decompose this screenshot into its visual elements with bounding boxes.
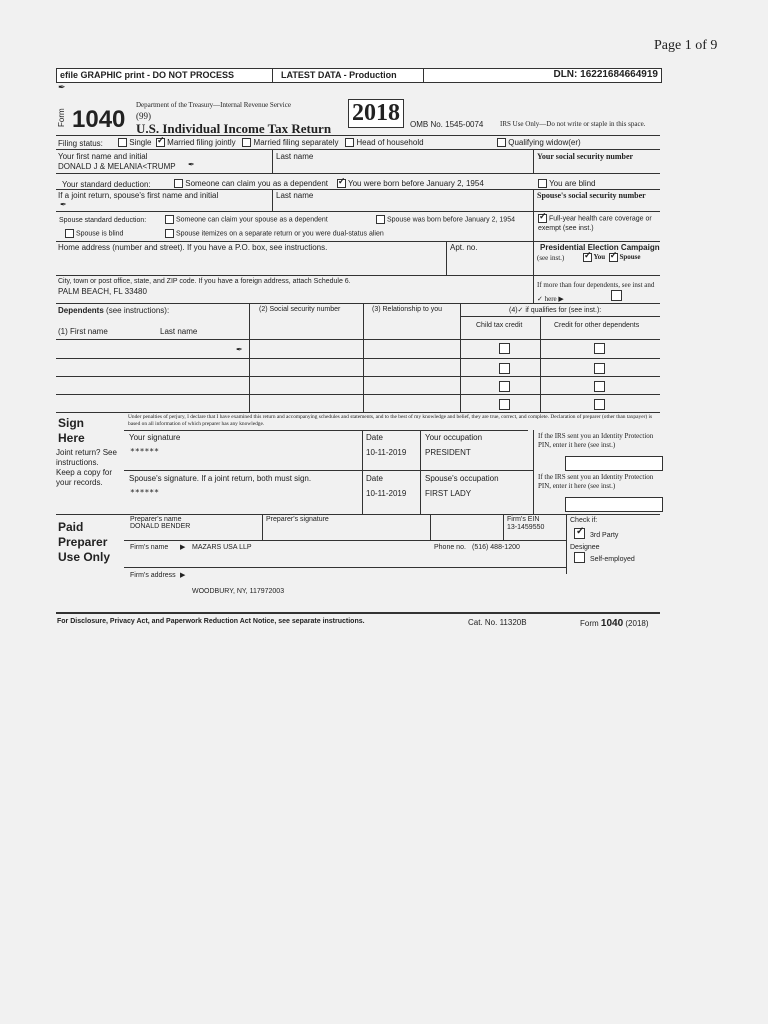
dln-number: DLN: 16221684664919 bbox=[553, 69, 658, 80]
dependent-pen-icon: ✒ bbox=[236, 345, 243, 354]
dependent-qualifies-header: (4)✓ if qualifies for (see inst.): bbox=[509, 307, 602, 314]
dependent-1-other-credit-checkbox[interactable] bbox=[594, 343, 605, 354]
latest-data-label: LATEST DATA - Production bbox=[281, 70, 397, 80]
spouse-born-option bbox=[376, 215, 515, 224]
spouse-pen-icon: ✒ bbox=[60, 200, 67, 209]
spouse-pin-input[interactable] bbox=[565, 497, 663, 512]
filing-status-label: Filing status: bbox=[58, 139, 103, 148]
spouse-itemizes-option bbox=[165, 229, 384, 238]
filing-status-options bbox=[118, 138, 424, 147]
apt-label: Apt. no. bbox=[450, 243, 478, 252]
preparer-name-value[interactable]: DONALD BENDER bbox=[130, 523, 191, 530]
health-coverage-checkbox[interactable] bbox=[538, 214, 547, 223]
born-before-checkbox[interactable] bbox=[337, 179, 346, 188]
dependent-4-child-credit-checkbox[interactable] bbox=[499, 399, 510, 410]
pec-title: Presidential Election Campaign bbox=[540, 243, 660, 252]
dependents-title: Dependents bbox=[58, 306, 104, 315]
form-number: 1040 bbox=[72, 106, 126, 133]
married-jointly-label: Married filing jointly bbox=[167, 138, 236, 147]
form-word: Form bbox=[57, 108, 66, 127]
child-tax-credit-header: Child tax credit bbox=[476, 322, 523, 329]
dependent-2-other-credit-checkbox[interactable] bbox=[594, 363, 605, 374]
std-deduction-label: Your standard deduction: bbox=[62, 180, 151, 189]
spouse-signature-value[interactable]: ****** bbox=[130, 488, 159, 497]
dependent-relationship-header: (3) Relationship to you bbox=[372, 306, 443, 313]
head-of-household-checkbox[interactable] bbox=[345, 138, 354, 147]
home-address-label: Home address (number and street). If you have a P.O. box, see instructions. bbox=[58, 243, 328, 252]
phone-value[interactable]: (516) 488-1200 bbox=[472, 544, 520, 551]
form-footer bbox=[580, 618, 649, 629]
sign-title: Sign bbox=[58, 416, 84, 430]
irs-use-only: IRS Use Only—Do not write or staple in this space. bbox=[500, 120, 646, 128]
form-code: (99) bbox=[136, 111, 151, 121]
date-label: Date bbox=[366, 433, 383, 442]
pin-instructions: If the IRS sent you an Identity Protection PIN, enter it here (see inst.) bbox=[538, 432, 654, 449]
married-separately-label: Married filing separately bbox=[253, 138, 339, 147]
blind-option bbox=[538, 179, 596, 188]
spouse-first-name-label: If a joint return, spouse's first name and initial bbox=[58, 191, 219, 200]
occupation-label: Your occupation bbox=[425, 433, 483, 442]
pec-options bbox=[583, 253, 640, 262]
date-value[interactable]: 10-11-2019 bbox=[366, 448, 407, 457]
omb-number: OMB No. 1545-0074 bbox=[410, 120, 484, 129]
single-label: Single bbox=[129, 138, 152, 147]
spouse-occupation-label: Spouse's occupation bbox=[425, 474, 499, 483]
head-of-household-label: Head of household bbox=[356, 138, 424, 147]
spouse-claim-option bbox=[165, 215, 328, 224]
claim-dependent-label: Someone can claim you as a dependent bbox=[185, 179, 328, 188]
dependent-3-child-credit-checkbox[interactable] bbox=[499, 381, 510, 392]
form-footer-label: Form bbox=[580, 619, 599, 628]
page-number: Page 1 of 9 bbox=[654, 38, 718, 53]
first-name-value[interactable]: DONALD J & MELANIA<TRUMP bbox=[58, 162, 176, 171]
form-footer-number: 1040 bbox=[600, 618, 624, 629]
efile-label: efile GRAPHIC print - DO NOT PROCESS bbox=[60, 70, 235, 80]
use-only-title: Use Only bbox=[58, 550, 111, 564]
joint-return-note: Joint return? See instructions. Keep a copy for your records. bbox=[56, 448, 117, 487]
third-party-checkbox[interactable]: ✓ bbox=[576, 526, 585, 537]
spouse-ssn-label: Spouse's social security number bbox=[537, 191, 646, 200]
std-deduction-options bbox=[174, 179, 484, 188]
ssn-label: Your social security number bbox=[537, 152, 634, 161]
spouse-blind-option bbox=[65, 229, 123, 238]
check-if-label: Check if: bbox=[570, 517, 598, 524]
city-value[interactable]: PALM BEACH, FL 33480 bbox=[58, 287, 147, 296]
spouse-pin-instructions: If the IRS sent you an Identity Protection PIN, enter it here (see inst.) bbox=[538, 473, 654, 490]
spouse-born-before-label: Spouse was born before January 2, 1954 bbox=[386, 216, 515, 224]
married-separately-checkbox[interactable] bbox=[242, 138, 251, 147]
dependent-first-name-header: (1) First name bbox=[58, 327, 108, 336]
efile-mark-icon: ✒ bbox=[58, 82, 66, 92]
claim-dependent-checkbox[interactable] bbox=[174, 179, 183, 188]
form-footer-year: (2018) bbox=[625, 619, 649, 628]
pec-spouse-checkbox[interactable] bbox=[609, 253, 618, 262]
penalties-statement: Under penalties of perjury, I declare that I have examined this return and accompanying schedules and statements, and to the best of my knowledge and belief, they are true, correct, and complete. Declaration of preparer (other than taxpayer) is based on all information of which preparer has any knowledge. bbox=[128, 414, 653, 427]
other-dependents-credit-header: Credit for other dependents bbox=[554, 322, 640, 329]
spouse-itemizes-checkbox[interactable] bbox=[165, 229, 174, 238]
single-checkbox[interactable] bbox=[118, 138, 127, 147]
spouse-signature-label: Spouse's signature. If a joint return, both must sign. bbox=[129, 474, 312, 483]
dependent-ssn-header: (2) Social security number bbox=[259, 306, 341, 313]
city-label: City, town or post office, state, and ZIP code. If you have a foreign address, attach Schedule 6. bbox=[58, 278, 351, 285]
spouse-claim-dependent-label: Someone can claim your spouse as a dependent bbox=[175, 216, 328, 224]
spouse-blind-label: Spouse is blind bbox=[75, 230, 124, 238]
preparer-name-label: Preparer's name bbox=[130, 516, 182, 523]
pec-you-label: You bbox=[593, 253, 606, 262]
dependent-2-child-credit-checkbox[interactable] bbox=[499, 363, 510, 374]
qualifying-widow-option bbox=[497, 138, 581, 147]
spouse-date-value[interactable]: 10-11-2019 bbox=[366, 489, 407, 498]
last-name-label: Last name bbox=[276, 152, 314, 161]
pec-see-inst: (see inst.) bbox=[537, 254, 565, 262]
pen-icon: ✒ bbox=[188, 160, 195, 169]
paid-title: Paid bbox=[58, 520, 84, 534]
born-before-label: You were born before January 2, 1954 bbox=[347, 179, 484, 188]
spouse-born-before-checkbox[interactable] bbox=[376, 215, 385, 224]
occupation-value[interactable]: PRESIDENT bbox=[425, 448, 471, 457]
dependent-3-other-credit-checkbox[interactable] bbox=[594, 381, 605, 392]
firm-address-label: Firm's address bbox=[130, 572, 176, 579]
dependent-last-name-header: Last name bbox=[160, 327, 198, 336]
department-label: Department of the Treasury—Internal Revenue Service bbox=[136, 101, 291, 109]
dependent-1-child-credit-checkbox[interactable] bbox=[499, 343, 510, 354]
spouse-date-label: Date bbox=[366, 474, 383, 483]
spouse-std-deduction-label: Spouse standard deduction: bbox=[59, 217, 147, 224]
first-name-label: Your first name and initial bbox=[58, 152, 148, 161]
more-dependents-checkbox[interactable] bbox=[611, 290, 622, 301]
your-signature-value[interactable]: ****** bbox=[130, 447, 159, 456]
your-signature-label: Your signature bbox=[129, 433, 181, 442]
spouse-last-name-label: Last name bbox=[276, 191, 314, 200]
qualifying-widow-label: Qualifying widow(er) bbox=[508, 138, 581, 147]
spouse-itemizes-label: Spouse itemizes on a separate return or you were dual-status alien bbox=[175, 230, 384, 238]
pin-input[interactable] bbox=[565, 456, 663, 471]
firm-address-arrow-icon: ▶ bbox=[180, 572, 186, 579]
efile-header bbox=[56, 68, 662, 83]
cat-number: Cat. No. 11320B bbox=[468, 618, 527, 627]
health-coverage-option bbox=[538, 214, 662, 234]
phone-label: Phone no. bbox=[434, 544, 466, 551]
dependents-note: (see instructions): bbox=[106, 306, 170, 315]
spouse-claim-dependent-checkbox[interactable] bbox=[165, 215, 174, 224]
spouse-occupation-value[interactable]: FIRST LADY bbox=[425, 489, 472, 498]
self-employed-checkbox[interactable] bbox=[574, 552, 585, 563]
firm-ein-value[interactable]: 13-1459550 bbox=[507, 524, 545, 531]
disclosure-notice: For Disclosure, Privacy Act, and Paperwork Reduction Act Notice, see separate instructions. bbox=[57, 618, 365, 625]
more-dependents-label: If more than four dependents, see inst and ✓ here ▶ bbox=[537, 281, 655, 303]
tax-year: 2018 bbox=[348, 99, 404, 128]
firm-name-value[interactable]: MAZARS USA LLP bbox=[192, 544, 252, 551]
blind-label: You are blind bbox=[549, 179, 596, 188]
third-party-label: 3rd Party Designee bbox=[570, 532, 619, 551]
firm-name-arrow-icon: ▶ bbox=[180, 544, 186, 551]
health-coverage-label: Full-year health care coverage or exempt (see inst.) bbox=[538, 215, 652, 233]
self-employed-label: Self-employed bbox=[590, 556, 635, 563]
preparer-title: Preparer bbox=[58, 535, 108, 549]
dependent-4-other-credit-checkbox[interactable] bbox=[594, 399, 605, 410]
blind-checkbox[interactable] bbox=[538, 179, 547, 188]
married-jointly-checkbox[interactable] bbox=[156, 138, 165, 147]
here-title: Here bbox=[58, 431, 85, 445]
spouse-blind-checkbox[interactable] bbox=[65, 229, 74, 238]
firm-address-value[interactable]: WOODBURY, NY, 117972003 bbox=[192, 588, 285, 595]
firm-ein-label: Firm's EIN bbox=[507, 516, 540, 523]
qualifying-widow-checkbox[interactable] bbox=[497, 138, 506, 147]
form-title: U.S. Individual Income Tax Return bbox=[136, 121, 332, 136]
pec-you-checkbox[interactable] bbox=[583, 253, 592, 262]
pec-spouse-label: Spouse bbox=[619, 253, 641, 262]
firm-name-label: Firm's name bbox=[130, 544, 169, 551]
preparer-signature-label: Preparer's signature bbox=[266, 516, 329, 523]
dependents-header bbox=[58, 306, 169, 315]
